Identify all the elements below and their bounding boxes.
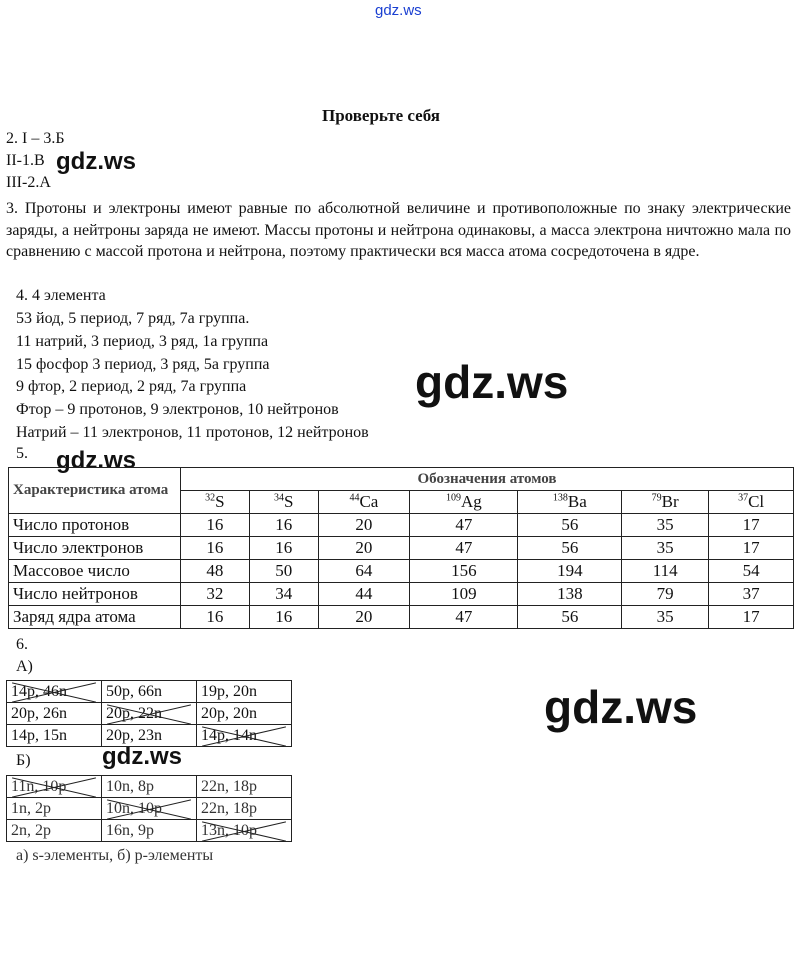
answer-2-line-1: 2. I – 3.Б xyxy=(6,130,65,147)
cell: 47 xyxy=(410,514,518,537)
row-label: Число протонов xyxy=(9,514,181,537)
cell: 17 xyxy=(709,606,794,629)
cell: 56 xyxy=(518,514,622,537)
cell: 54 xyxy=(709,560,794,583)
table-row xyxy=(7,820,292,842)
cell: 22n, 18p xyxy=(197,776,292,798)
cell: 20 xyxy=(318,606,410,629)
answer-6a-label: А) xyxy=(16,658,33,675)
table-corner-header: Характеристика атома xyxy=(9,468,181,514)
cell: 20 xyxy=(318,514,410,537)
answer-4-line-3: 15 фосфор 3 период, 3 ряд, 5а группа xyxy=(16,356,270,373)
cell: 11n, 10p xyxy=(7,776,102,798)
table-row xyxy=(7,681,292,703)
row-label: Заряд ядра атома xyxy=(9,606,181,629)
cell: 1n, 2p xyxy=(7,798,102,820)
cell: 20p, 23n xyxy=(102,725,197,747)
table-group-header: Обозначения атомов xyxy=(181,468,794,491)
table-6a xyxy=(6,680,292,747)
table-row xyxy=(7,725,292,747)
answer-4-line-2: 11 натрий, 3 период, 3 ряд, 1а группа xyxy=(16,333,269,350)
isotope-header: $^{37}$Cl xyxy=(709,491,794,514)
cell: 109 xyxy=(410,583,518,606)
cell: 48 xyxy=(181,560,250,583)
cell: 2n, 2p xyxy=(7,820,102,842)
page-title: Проверьте себя xyxy=(322,106,440,125)
table-6b xyxy=(6,775,292,842)
answer-2-line-2: II-1.В xyxy=(6,152,45,169)
row-label: Число электронов xyxy=(9,537,181,560)
answer-3-paragraph: 3. Протоны и электроны имеют равные по абсолютной величине и противоположные по знаку электрические заряды, а нейтроны заряда не имеют. Массы протоны и нейтрона одинаковы, а масса электрона ничтожно мала по сравнению с массой протона и нейтрона, поэтому практически вся масса атома сосредоточена в ядре. xyxy=(6,200,791,260)
answer-6-head: 6. xyxy=(16,636,28,653)
cell: 16 xyxy=(249,537,318,560)
cell: 56 xyxy=(518,606,622,629)
cell: 47 xyxy=(410,606,518,629)
row-label: Массовое число xyxy=(9,560,181,583)
watermark-5: gdz.ws xyxy=(102,743,183,770)
cell: 14p, 46n xyxy=(7,681,102,703)
cell: 37 xyxy=(709,583,794,606)
cell: 16 xyxy=(249,606,318,629)
cell: 35 xyxy=(622,606,709,629)
table-row xyxy=(7,798,292,820)
cell: 32 xyxy=(181,583,250,606)
answer-4-line-5: Фтор – 9 протонов, 9 электронов, 10 нейтронов xyxy=(16,401,339,418)
isotope-header: $^{138}$Ba xyxy=(518,491,622,514)
cell: 64 xyxy=(318,560,410,583)
watermark-1: gdz.ws xyxy=(56,148,137,175)
isotope-header: $^{32}$S xyxy=(181,491,250,514)
table-row xyxy=(7,703,292,725)
isotope-header: $^{34}$S xyxy=(249,491,318,514)
isotope-header: $^{79}$Br xyxy=(622,491,709,514)
table-row xyxy=(9,560,794,583)
answer-4-line-4: 9 фтор, 2 период, 2 ряд, 7а группа xyxy=(16,378,247,395)
cell: 79 xyxy=(622,583,709,606)
answer-4-line-6: Натрий – 11 электронов, 11 протонов, 12 нейтронов xyxy=(16,424,369,441)
cell: 47 xyxy=(410,537,518,560)
answer-5-head: 5. xyxy=(16,445,28,462)
answer-4-line-1: 53 йод, 5 период, 7 ряд, 7а группа. xyxy=(16,310,250,327)
answer-2-line-3: III-2.А xyxy=(6,174,51,191)
cell: 20 xyxy=(318,537,410,560)
watermark-top: gdz.ws xyxy=(375,2,422,19)
cell: 138 xyxy=(518,583,622,606)
cell: 56 xyxy=(518,537,622,560)
isotope-header: $^{44}$Ca xyxy=(318,491,410,514)
table-row xyxy=(9,537,794,560)
cell: 20p, 22n xyxy=(102,703,197,725)
cell: 20p, 20n xyxy=(197,703,292,725)
table-row xyxy=(7,776,292,798)
cell: 35 xyxy=(622,537,709,560)
cell: 14p, 15n xyxy=(7,725,102,747)
cell: 50 xyxy=(249,560,318,583)
cell: 19p, 20n xyxy=(197,681,292,703)
cell: 22n, 18p xyxy=(197,798,292,820)
cell: 14p, 14n xyxy=(197,725,292,747)
cell: 35 xyxy=(622,514,709,537)
row-label: Число нейтронов xyxy=(9,583,181,606)
cell: 16n, 9p xyxy=(102,820,197,842)
cell: 10n, 8p xyxy=(102,776,197,798)
answer-6-footer: а) s-элементы, б) p-элементы xyxy=(16,847,214,864)
cell: 10n, 10p xyxy=(102,798,197,820)
cell: 17 xyxy=(709,514,794,537)
answer-4-head: 4. 4 элемента xyxy=(16,287,106,304)
watermark-2: gdz.ws xyxy=(415,356,569,408)
cell: 16 xyxy=(181,537,250,560)
cell: 16 xyxy=(249,514,318,537)
cell: 114 xyxy=(622,560,709,583)
atoms-table xyxy=(8,467,794,629)
cell: 17 xyxy=(709,537,794,560)
isotope-header: $^{109}$Ag xyxy=(410,491,518,514)
cell: 156 xyxy=(410,560,518,583)
table-row xyxy=(9,514,794,537)
cell: 20p, 26n xyxy=(7,703,102,725)
cell: 16 xyxy=(181,606,250,629)
cell: 44 xyxy=(318,583,410,606)
watermark-3: gdz.ws xyxy=(56,447,137,474)
cell: 34 xyxy=(249,583,318,606)
answer-6b-label: Б) xyxy=(16,752,31,769)
cell: 13n, 10p xyxy=(197,820,292,842)
table-row xyxy=(9,583,794,606)
watermark-4: gdz.ws xyxy=(544,681,698,733)
cell: 50p, 66n xyxy=(102,681,197,703)
cell: 16 xyxy=(181,514,250,537)
table-row xyxy=(9,606,794,629)
cell: 194 xyxy=(518,560,622,583)
